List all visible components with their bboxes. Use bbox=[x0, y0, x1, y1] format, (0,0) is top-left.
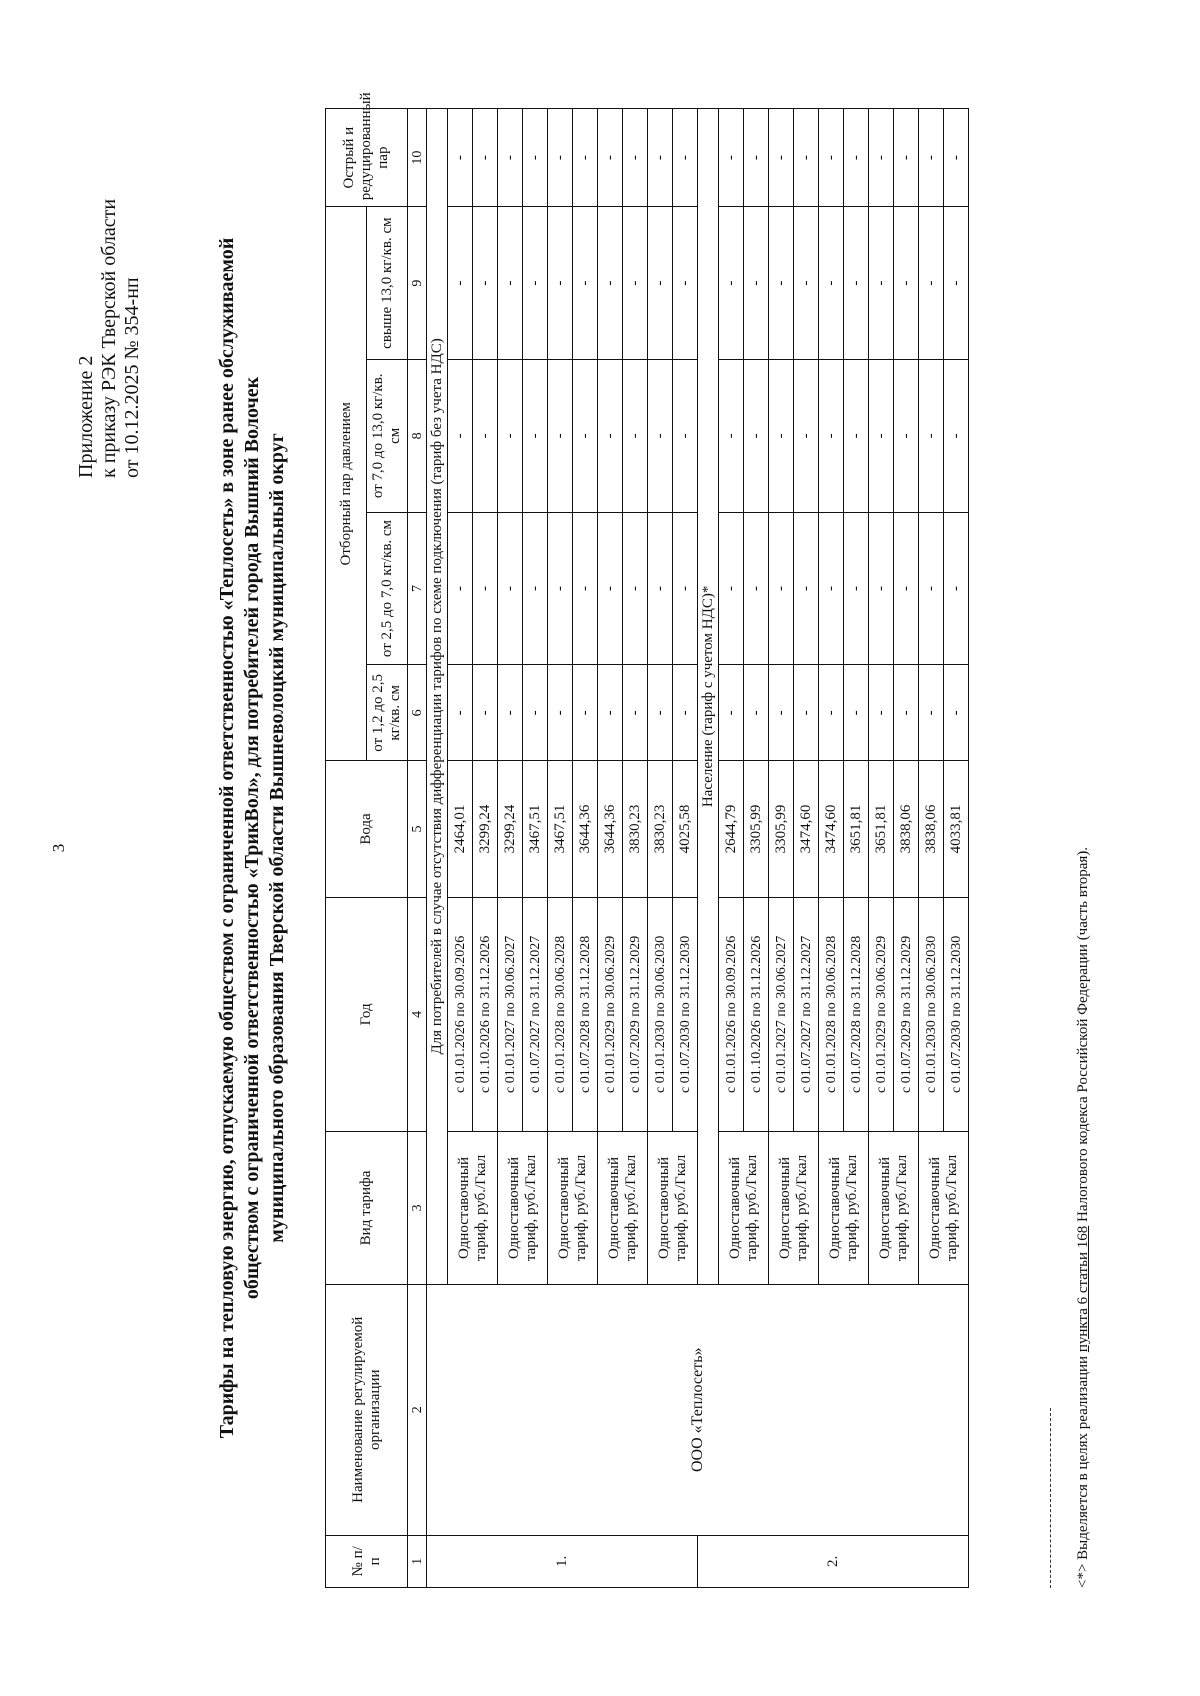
steam-tariff: - bbox=[623, 512, 648, 665]
header-water: Вода bbox=[326, 761, 408, 897]
footnote-suffix: Налогового кодекса Российской Федерации (часть вторая). bbox=[1075, 846, 1091, 1226]
steam-tariff: - bbox=[819, 512, 844, 665]
header-steam-4: свыше 13,0 кг/кв. см bbox=[367, 207, 408, 360]
tariff-period: с 01.01.2029 по 30.06.2029 bbox=[869, 897, 894, 1131]
steam-tariff: - bbox=[673, 359, 698, 512]
tariff-table bbox=[325, 92, 969, 1588]
steam-tariff: - bbox=[894, 512, 919, 665]
tariff-kind: Одноставочный тариф, руб./Гкал bbox=[819, 1132, 869, 1285]
page-number: 3 bbox=[49, 843, 68, 853]
tariff-period: с 01.01.2029 по 30.06.2029 bbox=[598, 897, 623, 1131]
column-number: 3 bbox=[408, 1132, 427, 1285]
steam-tariff: - bbox=[944, 512, 969, 665]
water-tariff: 3838,06 bbox=[894, 761, 919, 897]
tariff-kind: Одноставочный тариф, руб./Гкал bbox=[448, 1132, 498, 1285]
steam-tariff: - bbox=[648, 512, 673, 665]
column-number: 4 bbox=[408, 897, 427, 1131]
tariff-period: с 01.01.2028 по 30.06.2028 bbox=[819, 897, 844, 1131]
document-page bbox=[35, 68, 1165, 1628]
steam-tariff: - bbox=[919, 665, 944, 761]
tariff-period: с 01.07.2028 по 31.12.2028 bbox=[573, 897, 598, 1131]
tariff-kind: Одноставочный тариф, руб./Гкал bbox=[919, 1132, 969, 1285]
steam-tariff: - bbox=[623, 207, 648, 360]
water-tariff: 3467,51 bbox=[523, 761, 548, 897]
tariff-period: с 01.07.2030 по 31.12.2030 bbox=[944, 897, 969, 1131]
footnote-prefix: <*> Выделяется в целях реализации bbox=[1075, 1352, 1091, 1588]
steam-tariff: - bbox=[448, 207, 473, 360]
section-label: Для потребителей в случае отсутствия дифференциации тарифов по схеме подключения (тариф без учета НДС) bbox=[427, 109, 448, 1285]
steam-tariff: - bbox=[623, 109, 648, 207]
header-sharp-steam: Острый и редуцированный пар bbox=[326, 109, 408, 207]
tariff-kind: Одноставочный тариф, руб./Гкал bbox=[648, 1132, 698, 1285]
water-tariff: 4033,81 bbox=[944, 761, 969, 897]
steam-tariff: - bbox=[598, 207, 623, 360]
steam-tariff: - bbox=[573, 109, 598, 207]
appendix-line-3: от 10.12.2025 № 354-нп bbox=[121, 277, 143, 478]
column-number: 5 bbox=[408, 761, 427, 897]
steam-tariff: - bbox=[719, 207, 744, 360]
tariff-period: с 01.07.2027 по 31.12.2027 bbox=[523, 897, 548, 1131]
tariff-period: с 01.10.2026 по 31.12.2026 bbox=[744, 897, 769, 1131]
tariff-kind: Одноставочный тариф, руб./Гкал bbox=[769, 1132, 819, 1285]
header-tariff-kind: Вид тарифа bbox=[326, 1132, 408, 1285]
water-tariff: 3305,99 bbox=[769, 761, 794, 897]
steam-tariff: - bbox=[894, 359, 919, 512]
steam-tariff: - bbox=[498, 109, 523, 207]
steam-tariff: - bbox=[719, 359, 744, 512]
steam-tariff: - bbox=[944, 207, 969, 360]
title-line-2: обществом с ограниченной ответственностью «ТрикВол», для потребителей города Вышний Волочек bbox=[241, 376, 263, 1300]
steam-tariff: - bbox=[548, 359, 573, 512]
column-number: 10 bbox=[408, 109, 427, 207]
tariff-period: с 01.01.2026 по 30.09.2026 bbox=[448, 897, 473, 1131]
water-tariff: 3830,23 bbox=[623, 761, 648, 897]
water-tariff: 3644,36 bbox=[598, 761, 623, 897]
steam-tariff: - bbox=[894, 207, 919, 360]
steam-tariff: - bbox=[869, 512, 894, 665]
steam-tariff: - bbox=[919, 207, 944, 360]
steam-tariff: - bbox=[598, 109, 623, 207]
appendix-line-2: к приказу РЭК Тверской области bbox=[98, 198, 120, 478]
tariff-period: с 01.01.2027 по 30.06.2027 bbox=[498, 897, 523, 1131]
steam-tariff: - bbox=[548, 665, 573, 761]
water-tariff: 2644,79 bbox=[719, 761, 744, 897]
steam-tariff: - bbox=[769, 109, 794, 207]
steam-tariff: - bbox=[869, 109, 894, 207]
steam-tariff: - bbox=[844, 512, 869, 665]
water-tariff: 3651,81 bbox=[869, 761, 894, 897]
steam-tariff: - bbox=[844, 207, 869, 360]
steam-tariff: - bbox=[744, 665, 769, 761]
steam-tariff: - bbox=[819, 359, 844, 512]
steam-tariff: - bbox=[769, 665, 794, 761]
steam-tariff: - bbox=[498, 359, 523, 512]
steam-tariff: - bbox=[794, 665, 819, 761]
document-title bbox=[215, 188, 290, 1488]
header-year: Год bbox=[326, 897, 408, 1131]
steam-tariff: - bbox=[523, 665, 548, 761]
steam-tariff: - bbox=[648, 665, 673, 761]
appendix-reference bbox=[75, 199, 144, 478]
column-number: 2 bbox=[408, 1284, 427, 1535]
section-label: Население (тариф с учетом НДС)* bbox=[698, 109, 719, 1285]
header-num: № п/ п bbox=[326, 1535, 408, 1587]
organization-name: ООО «Теплосеть» bbox=[427, 1284, 969, 1535]
tariff-period: с 01.07.2029 по 31.12.2029 bbox=[623, 897, 648, 1131]
steam-tariff: - bbox=[498, 665, 523, 761]
tariff-kind: Одноставочный тариф, руб./Гкал bbox=[598, 1132, 648, 1285]
tariff-period: с 01.01.2026 по 30.09.2026 bbox=[719, 897, 744, 1131]
steam-tariff: - bbox=[673, 512, 698, 665]
steam-tariff: - bbox=[794, 512, 819, 665]
steam-tariff: - bbox=[794, 109, 819, 207]
steam-tariff: - bbox=[673, 207, 698, 360]
footnote-divider bbox=[1050, 1408, 1051, 1588]
header-steam-1: от 1,2 до 2,5 кг/кв. см bbox=[367, 665, 408, 761]
water-tariff: 3305,99 bbox=[744, 761, 769, 897]
steam-tariff: - bbox=[598, 512, 623, 665]
header-organization: Наименование регулируемой организации bbox=[326, 1284, 408, 1535]
steam-tariff: - bbox=[944, 359, 969, 512]
steam-tariff: - bbox=[548, 109, 573, 207]
column-number: 9 bbox=[408, 207, 427, 360]
steam-tariff: - bbox=[819, 207, 844, 360]
tariff-period: с 01.01.2030 по 30.06.2030 bbox=[919, 897, 944, 1131]
water-tariff: 4025,58 bbox=[673, 761, 698, 897]
water-tariff: 2464,01 bbox=[448, 761, 473, 897]
steam-tariff: - bbox=[819, 109, 844, 207]
column-number: 6 bbox=[408, 665, 427, 761]
section-index: 1. bbox=[427, 1535, 698, 1587]
steam-tariff: - bbox=[819, 665, 844, 761]
steam-tariff: - bbox=[573, 512, 598, 665]
steam-tariff: - bbox=[473, 207, 498, 360]
steam-tariff: - bbox=[719, 109, 744, 207]
steam-tariff: - bbox=[473, 109, 498, 207]
steam-tariff: - bbox=[769, 512, 794, 665]
column-number: 7 bbox=[408, 512, 427, 665]
steam-tariff: - bbox=[673, 665, 698, 761]
water-tariff: 3838,06 bbox=[919, 761, 944, 897]
tariff-period: с 01.07.2029 по 31.12.2029 bbox=[894, 897, 919, 1131]
steam-tariff: - bbox=[673, 109, 698, 207]
steam-tariff: - bbox=[548, 207, 573, 360]
steam-tariff: - bbox=[598, 359, 623, 512]
column-number: 8 bbox=[408, 359, 427, 512]
steam-tariff: - bbox=[744, 512, 769, 665]
steam-tariff: - bbox=[894, 109, 919, 207]
header-steam-3: от 7,0 до 13,0 кг/кв. см bbox=[367, 359, 408, 512]
steam-tariff: - bbox=[769, 207, 794, 360]
header-steam-group: Отборный пар давлением bbox=[326, 207, 367, 761]
tariff-table-body bbox=[326, 92, 969, 1588]
water-tariff: 3644,36 bbox=[573, 761, 598, 897]
steam-tariff: - bbox=[919, 512, 944, 665]
tariff-kind: Одноставочный тариф, руб./Гкал bbox=[498, 1132, 548, 1285]
steam-tariff: - bbox=[744, 359, 769, 512]
appendix-line-1: Приложение 2 bbox=[75, 355, 97, 478]
section-index: 2. bbox=[698, 1535, 969, 1587]
tariff-period: с 01.07.2027 по 31.12.2027 bbox=[794, 897, 819, 1131]
header-row-1 bbox=[326, 109, 367, 1588]
water-tariff: 3299,24 bbox=[473, 761, 498, 897]
column-number: 1 bbox=[408, 1535, 427, 1587]
steam-tariff: - bbox=[744, 109, 769, 207]
tariff-kind: Одноставочный тариф, руб./Гкал bbox=[869, 1132, 919, 1285]
water-tariff: 3299,24 bbox=[498, 761, 523, 897]
header-steam-2: от 2,5 до 7,0 кг/кв. см bbox=[367, 512, 408, 665]
steam-tariff: - bbox=[523, 359, 548, 512]
water-tariff: 3474,60 bbox=[794, 761, 819, 897]
steam-tariff: - bbox=[598, 665, 623, 761]
steam-tariff: - bbox=[648, 359, 673, 512]
steam-tariff: - bbox=[794, 207, 819, 360]
steam-tariff: - bbox=[448, 109, 473, 207]
steam-tariff: - bbox=[623, 359, 648, 512]
tariff-period: с 01.07.2030 по 31.12.2030 bbox=[673, 897, 698, 1131]
steam-tariff: - bbox=[523, 512, 548, 665]
steam-tariff: - bbox=[573, 207, 598, 360]
footnote bbox=[1075, 847, 1092, 1588]
tariff-period: с 01.01.2028 по 30.06.2028 bbox=[548, 897, 573, 1131]
steam-tariff: - bbox=[844, 109, 869, 207]
steam-tariff: - bbox=[523, 207, 548, 360]
tariff-period: с 01.01.2027 по 30.06.2027 bbox=[769, 897, 794, 1131]
steam-tariff: - bbox=[573, 665, 598, 761]
steam-tariff: - bbox=[498, 207, 523, 360]
tariff-kind: Одноставочный тариф, руб./Гкал bbox=[719, 1132, 769, 1285]
water-tariff: 3651,81 bbox=[844, 761, 869, 897]
water-tariff: 3830,23 bbox=[648, 761, 673, 897]
steam-tariff: - bbox=[448, 665, 473, 761]
tariff-period: с 01.07.2028 по 31.12.2028 bbox=[844, 897, 869, 1131]
steam-tariff: - bbox=[919, 359, 944, 512]
steam-tariff: - bbox=[473, 665, 498, 761]
steam-tariff: - bbox=[473, 359, 498, 512]
steam-tariff: - bbox=[794, 359, 819, 512]
water-tariff: 3474,60 bbox=[819, 761, 844, 897]
steam-tariff: - bbox=[944, 109, 969, 207]
steam-tariff: - bbox=[844, 665, 869, 761]
tariff-period: с 01.01.2030 по 30.06.2030 bbox=[648, 897, 673, 1131]
steam-tariff: - bbox=[869, 359, 894, 512]
steam-tariff: - bbox=[498, 512, 523, 665]
steam-tariff: - bbox=[919, 109, 944, 207]
section-row bbox=[427, 109, 448, 1588]
steam-tariff: - bbox=[944, 665, 969, 761]
tariff-kind: Одноставочный тариф, руб./Гкал bbox=[548, 1132, 598, 1285]
steam-tariff: - bbox=[448, 359, 473, 512]
steam-tariff: - bbox=[473, 512, 498, 665]
steam-tariff: - bbox=[769, 359, 794, 512]
steam-tariff: - bbox=[719, 512, 744, 665]
steam-tariff: - bbox=[744, 207, 769, 360]
steam-tariff: - bbox=[573, 359, 598, 512]
steam-tariff: - bbox=[844, 359, 869, 512]
steam-tariff: - bbox=[869, 665, 894, 761]
water-tariff: 3467,51 bbox=[548, 761, 573, 897]
steam-tariff: - bbox=[523, 109, 548, 207]
tariff-period: с 01.10.2026 по 31.12.2026 bbox=[473, 897, 498, 1131]
steam-tariff: - bbox=[548, 512, 573, 665]
steam-tariff: - bbox=[623, 665, 648, 761]
steam-tariff: - bbox=[719, 665, 744, 761]
column-number-row bbox=[408, 109, 427, 1588]
steam-tariff: - bbox=[448, 512, 473, 665]
footnote-link[interactable]: пункта 6 статьи 168 bbox=[1075, 1225, 1091, 1353]
title-line-1: Тарифы на тепловую энергию, отпускаемую обществом с ограниченной ответственностью «Теплосеть» в зоне ранее обслуживаемой bbox=[216, 237, 238, 1439]
title-line-3: муниципального образования Тверской области Вышневолоцкий муниципальный округ bbox=[266, 433, 288, 1243]
steam-tariff: - bbox=[894, 665, 919, 761]
steam-tariff: - bbox=[869, 207, 894, 360]
steam-tariff: - bbox=[648, 109, 673, 207]
steam-tariff: - bbox=[648, 207, 673, 360]
